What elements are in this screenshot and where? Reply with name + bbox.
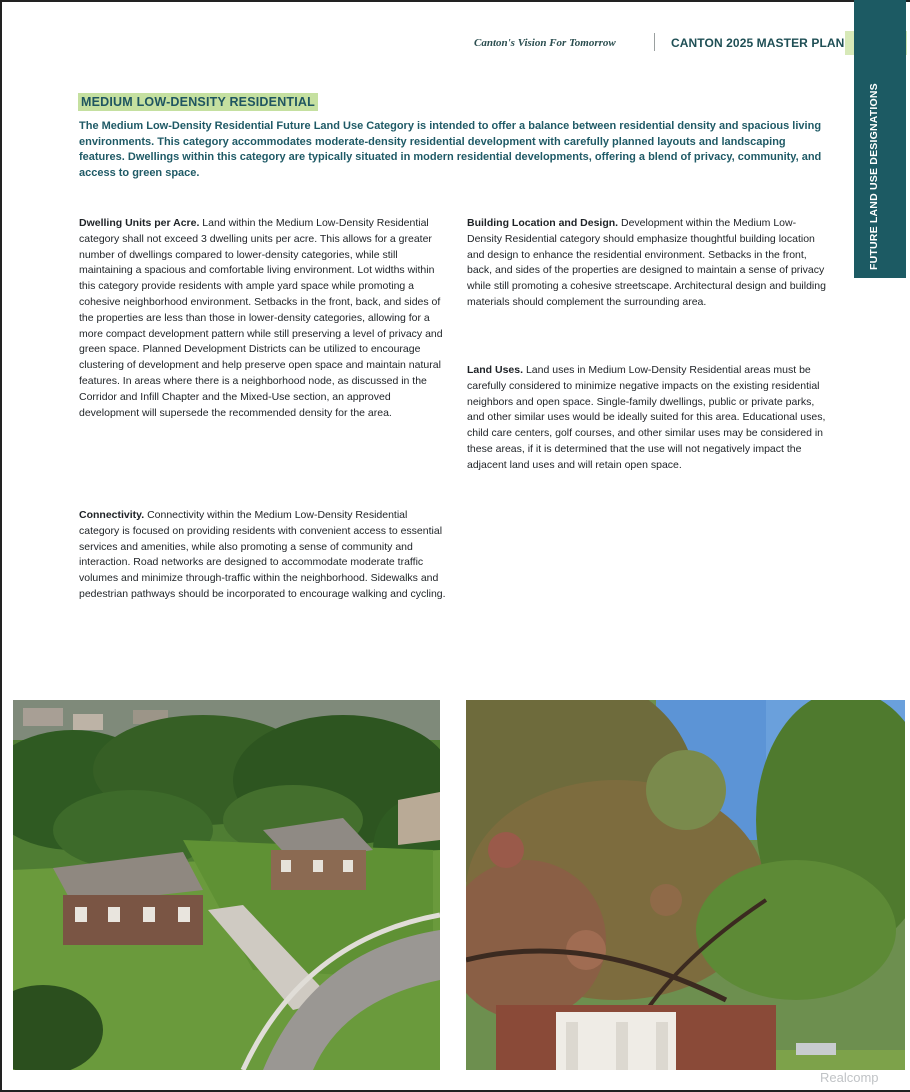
- land-uses-title: Land Uses.: [467, 364, 524, 376]
- dwelling-units-paragraph: [79, 216, 447, 421]
- section-heading: MEDIUM LOW-DENSITY RESIDENTIAL: [78, 93, 318, 111]
- building-location-paragraph: [467, 216, 829, 311]
- dwelling-units-body: Land within the Medium Low-Density Residential category shall not exceed 3 dwelling units per acre. This allows for a greater number of dwellings compared to lower-density categories, while still maintaining a spacious and comfortable living environment. Lot widths within this category provide residents with ample yard space while promoting a cohesive neighborhood environment. Setbacks in the front, back, and sides of the properties are less than those in lower-density categories, allowing for a more compact development pattern while still preserving a level of privacy and green space. Planned Development Districts can be utilized to encourage clustering of development and help preserve open space and maintain natural features. In areas where there is a neighborhood node, as discussed in the Corridor and Infill Chapter and the Mixed-Use section, an approved development will supersede the recommended density for the area.: [79, 217, 443, 419]
- street-trees-illustration: [466, 700, 905, 1070]
- section-intro: The Medium Low-Density Residential Future Land Use Category is intended to offer a balance between residential density and spacious living environments. This category accommodates moderate-density residential development with carefully planned layouts and landscaping features. Dwellings within this category are typically situated in modern residential developments, offering a blend of privacy, community, and access to green space.: [79, 120, 822, 179]
- land-uses-body: Land uses in Medium Low-Density Residential areas must be carefully considered to minimize negative impacts on the existing residential neighbors and open space. Single-family dwellings, public or private parks, and other similar uses would be ideally suited for this area. Educational uses, child care centers, golf courses, and other similar uses may be considered in these areas, if it is determined that the use will not negatively impact the adjacent land uses and will retain open space.: [467, 364, 826, 471]
- aerial-neighborhood-illustration: [13, 700, 440, 1070]
- connectivity-paragraph: [79, 508, 447, 603]
- dwelling-units-title: Dwelling Units per Acre.: [79, 217, 200, 229]
- building-location-body: Development within the Medium Low-Density Residential category should emphasize thoughtful building location and design to enhance the residential environment. Setbacks in the front, back, and sides of the properties are designed to maintain a sense of privacy while still promoting a cohesive streetscape. Architectural design and building materials should complement the surrounding area.: [467, 217, 826, 308]
- aerial-neighborhood-photo: [13, 700, 440, 1070]
- header-tagline: Canton's Vision For Tomorrow: [474, 37, 616, 49]
- land-uses-paragraph: [467, 363, 829, 474]
- connectivity-title: Connectivity.: [79, 509, 145, 521]
- header-divider: [654, 33, 655, 51]
- street-trees-photo: [466, 700, 905, 1070]
- connectivity-body: Connectivity within the Medium Low-Density Residential category is focused on providing residents with convenient access to essential services and amenities, while also promoting a sense of community and interaction. Road networks are designed to accommodate moderate traffic volumes and minimize through-traffic within the neighborhood. Sidewalks and pedestrian pathways should be incorporated to encourage walking and cycling.: [79, 509, 446, 600]
- side-tab-label: FUTURE LAND USE DESIGNATIONS: [868, 83, 880, 270]
- header-title: CANTON 2025 MASTER PLAN: [671, 36, 845, 50]
- watermark: Realcomp: [820, 1070, 879, 1085]
- side-tab: [854, 0, 906, 278]
- building-location-title: Building Location and Design.: [467, 217, 619, 229]
